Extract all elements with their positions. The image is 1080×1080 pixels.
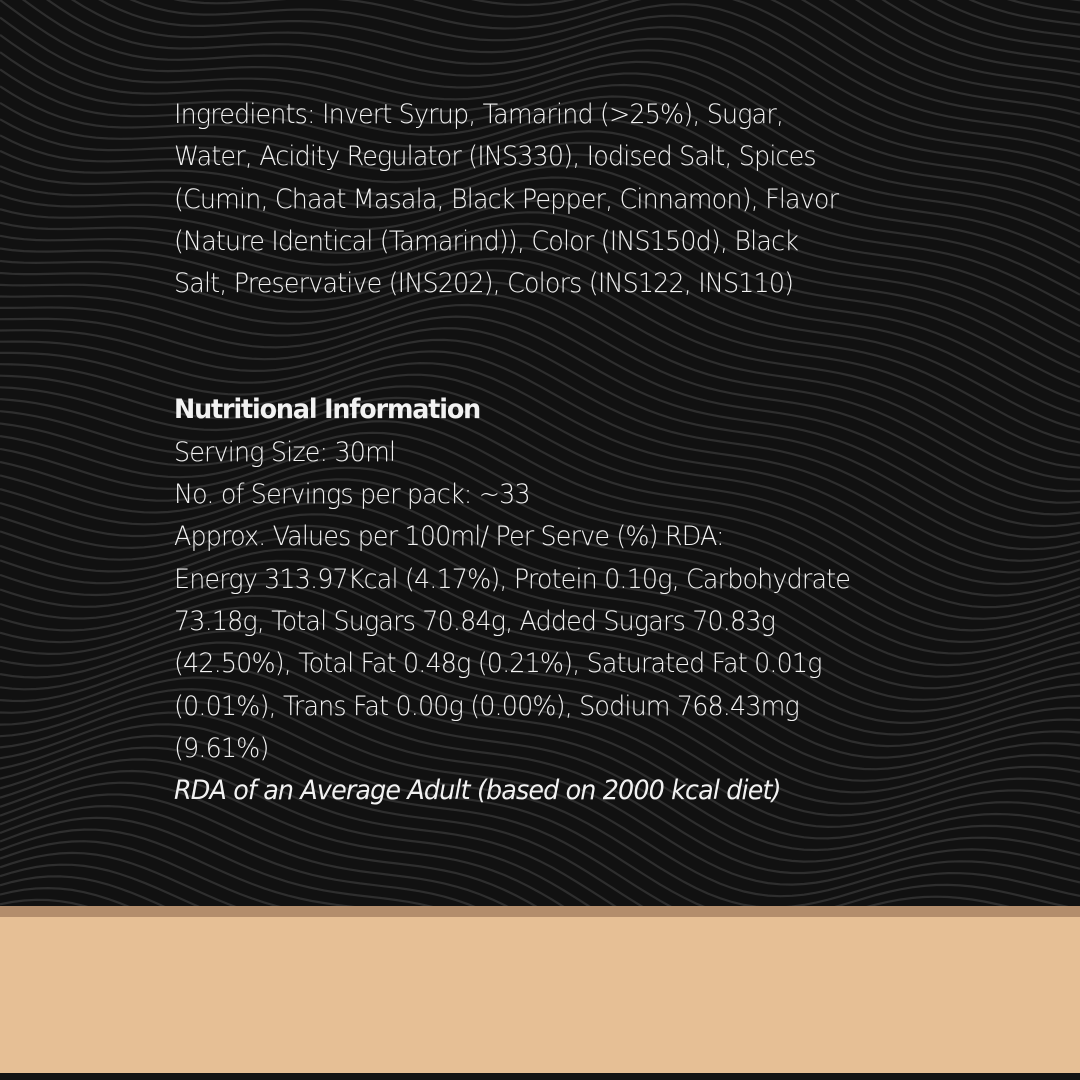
rda-footnote: RDA of an Average Adult (based on 2000 kcal diet) xyxy=(174,775,781,807)
serving-size: Serving Size: 30ml xyxy=(174,436,396,468)
values-label: Approx. Values per 100ml/ Per Serve (%) RDA: xyxy=(174,521,724,553)
bottom-edge xyxy=(0,1073,1080,1080)
nutrition-heading: Nutritional Information xyxy=(174,394,481,426)
wave-line xyxy=(0,830,1080,906)
wave-line xyxy=(0,841,1080,906)
label-text-block xyxy=(174,94,851,812)
nutrition-values: Energy 313.97Kcal (4.17%), Protein 0.10g, Carbohydrate 73.18g, Total Sugars 70.84g, Added Sugars 70.83g (42.50%), Total Fat 0.48g (0.21%), Saturated Fat 0.01g (0.01%), Trans Fat 0.00g (0.00%), Sodium 768.43mg (9.61%) xyxy=(174,563,851,764)
accent-band-light xyxy=(0,917,1080,1073)
ingredients-text: Ingredients: Invert Syrup, Tamarind (>25%), Sugar, Water, Acidity Regulator (INS330), Iodised Salt, Spices (Cumin, Chaat Masala, Black Pepper, Cinnamon), Flavor (Nature Identical (Tamarind)), Color (INS150d), Black Salt, Preservative (INS202), Colors (INS122, INS110) xyxy=(174,99,839,300)
wave-line xyxy=(0,865,1080,906)
wave-line xyxy=(0,0,1080,49)
accent-band-dark xyxy=(0,906,1080,917)
servings-per-pack: No. of Servings per pack: ~33 xyxy=(174,479,530,511)
